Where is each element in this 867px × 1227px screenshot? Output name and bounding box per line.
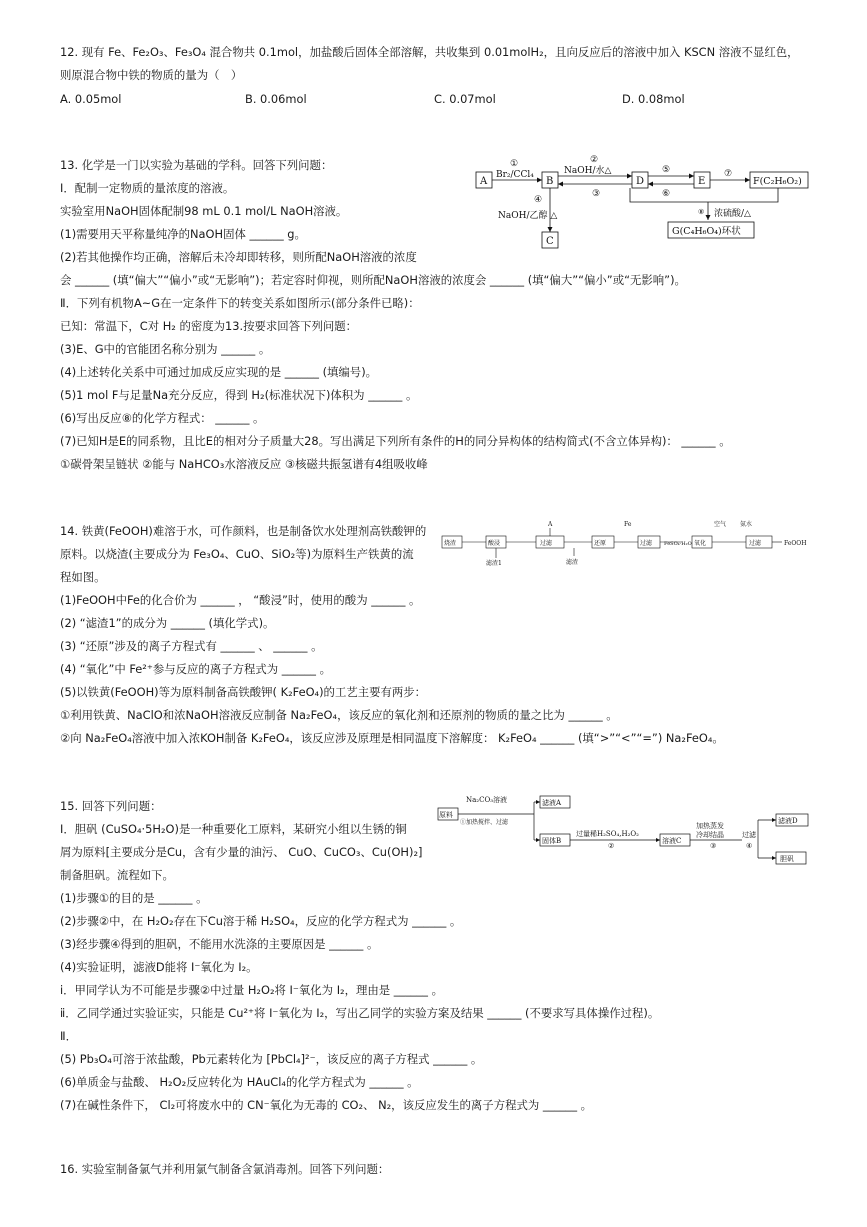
q15-line: (1)步骤①的目的是 ______ 。 [60,891,208,905]
q13-line: (5)1 mol F与足量Na充分反应，得到 H₂(标准状况下)体积为 ______ 。 [60,388,418,402]
q14-line: 14. 铁黄(FeOOH)难溶于水，可作颜料，也是制备饮水处理剂高铁酸钾的 [60,524,427,538]
q15-line: ⅰ．甲同学认为不可能是步骤②中过量 H₂O₂将 I⁻氧化为 I₂，理由是 ______ 。 [60,983,443,997]
svg-text:酸浸: 酸浸 [488,540,501,547]
q12-option-b: B. 0.06mol [245,92,307,106]
svg-text:A: A [548,521,553,528]
q15-line: 15. 回答下列问题： [60,799,162,813]
q15-line: 屑为原料[主要成分是Cu，含有少量的油污、 CuO、CuCO₃、Cu(OH)₂] [60,845,423,859]
svg-text:冷却结晶: 冷却结晶 [696,831,724,839]
svg-text:原料: 原料 [439,811,453,819]
svg-text:②: ② [590,155,599,165]
svg-text:NaOH/乙醇 △: NaOH/乙醇 △ [498,211,558,221]
svg-text:②: ② [608,842,615,850]
q14-line: 原料。以烧渣(主要成分为 Fe₃O₄、CuO、SiO₂等)为原料生产铁黄的流 [60,547,414,561]
svg-text:烧渣: 烧渣 [444,540,457,547]
q14-line: 程如图。 [60,570,106,584]
svg-text:NaOH/水△: NaOH/水△ [564,166,612,176]
q14-line: (1)FeOOH中Fe的化合价为 ______ ， “酸浸”时，使用的酸为 ______ 。 [60,593,421,607]
svg-text:⑧: ⑧ [698,208,705,216]
svg-text:①加热搅拌、过滤: ①加热搅拌、过滤 [460,819,509,826]
box-f-label: F(C₂H₆O₂) [753,176,802,187]
svg-text:④: ④ [746,842,753,850]
svg-text:溶液C: 溶液C [662,837,682,845]
q15-line: (6)单质金与盐酸、 H₂O₂反应转化为 HAuCl₄的化学方程式为 ______ 。 [60,1075,419,1089]
q13-line: (6)写出反应⑧的化学方程式： ______ 。 [60,411,265,425]
svg-text:FeSO₄·H₂O: FeSO₄·H₂O [664,541,692,547]
q13-line: Ⅰ．配制一定物质的量浓度的溶液。 [60,181,235,195]
svg-text:过滤: 过滤 [742,831,756,839]
svg-text:Br₂/CCl₄: Br₂/CCl₄ [496,170,534,180]
q12-option-a: A. 0.05mol [60,92,122,106]
q12-option-c: C. 0.07mol [434,92,496,106]
q12-stem-line1: 12. 现有 Fe、Fe₂O₃、Fe₃O₄ 混合物共 0.1mol，加盐酸后固体全部溶解，共收集到 0.01molH₂，且向反应后的溶液中加入 KSCN 溶液不显红色， [60,45,799,59]
q15-line: ⅱ．乙同学通过实验证实，只能是 Cu²⁺将 I⁻氧化为 I₂，写出乙同学的实验方案及结果 ______ (不要求写具体操作过程)。 [60,1006,660,1020]
q15-line: (3)经步骤④得到的胆矾，不能用水洗涤的主要原因是 ______ 。 [60,937,379,951]
q13-line: 13. 化学是一门以实验为基础的学科。回答下列问题： [60,158,333,172]
q14-process-flow [440,518,812,568]
svg-text:③: ③ [592,189,601,199]
q14-line: ①利用铁黄、NaClO和浓NaOH溶液反应制备 Na₂FeO₄，该反应的氧化剂和还原剂的物质的量之比为 ______ 。 [60,708,618,722]
q15-line: (4)实验证明，滤液D能将 I⁻氧化为 I₂。 [60,960,258,974]
box-a-label: A [480,176,488,187]
svg-text:③: ③ [710,842,717,850]
q13-line: (1)需要用天平称量纯净的NaOH固体 ______ g。 [60,227,306,241]
q14-line: (5)以铁黄(FeOOH)等为原料制备高铁酸钾( K₂FeO₄)的工艺主要有两步： [60,685,427,699]
svg-text:Fe: Fe [624,521,632,528]
svg-text:④: ④ [534,195,543,205]
svg-text:空气: 空气 [714,521,727,528]
q12-stem-line2: 则原混合物中铁的物质的量为（ ） [60,68,243,82]
q15-line: 制备胆矾。流程如下。 [60,868,174,882]
q15-line: (2)步骤②中，在 H₂O₂存在下Cu溶于稀 H₂SO₄，反应的化学方程式为 ______ 。 [60,914,462,928]
q13-reaction-diagram [472,150,817,250]
box-g-label: G(C₄H₆O₄)环状 [672,226,741,237]
svg-text:氧化: 氧化 [694,540,707,547]
svg-text:滤液A: 滤液A [542,799,562,807]
q14-line: ②向 Na₂FeO₄溶液中加入浓KOH制备 K₂FeO₄，该反应涉及原理是相同温度下溶解度： K₂FeO₄ ______ (填“>”“<”“=”) Na₂FeO₄。 [60,731,724,745]
q15-line: Ⅰ．胆矾 (CuSO₄·5H₂O)是一种重要化工原料，某研究小组以生锈的铜 [60,822,407,836]
svg-text:FeOOH: FeOOH [784,540,807,547]
svg-text:滤渣1: 滤渣1 [486,560,502,567]
svg-text:浓硫酸/△: 浓硫酸/△ [714,209,751,219]
q13-line: 会 ______ (填“偏大”“偏小”或“无影响”)；若定容时仰视，则所配NaOH溶液的浓度会 ______ (填“偏大”“偏小”或“无影响”)。 [60,273,686,287]
box-b-label: B [546,176,554,187]
svg-text:过量稀H₂SO₄,H₂O₂: 过量稀H₂SO₄,H₂O₂ [576,830,639,838]
svg-text:过滤: 过滤 [640,540,653,547]
svg-text:滤液D: 滤液D [778,817,798,825]
q13-line: Ⅱ．下列有机物A~G在一定条件下的转变关系如图所示(部分条件已略)： [60,296,420,310]
q16-line: 16. 实验室制备氯气并利用氯气制备含氯消毒剂。回答下列问题： [60,1162,390,1176]
q12-option-d: D. 0.08mol [622,92,685,106]
svg-text:固体B: 固体B [542,837,562,845]
svg-text:过滤: 过滤 [749,540,762,547]
q13-line: (2)若其他操作均正确，溶解后未冷却即转移，则所配NaOH溶液的浓度 [60,250,417,264]
q15-process-flow [436,790,812,872]
svg-text:Na₂CO₃溶液: Na₂CO₃溶液 [466,796,508,804]
q13-line: (7)已知H是E的同系物，且比E的相对分子质量大28。写出满足下列所有条件的H的同分异构体的结构简式(不含立体异构)： ______ 。 [60,434,731,448]
svg-text:滤渣: 滤渣 [566,559,579,566]
q15-line: Ⅱ． [60,1029,77,1043]
box-e-label: E [698,176,706,187]
q13-line: ①碳骨架呈链状 ②能与 NaHCO₃水溶液反应 ③核磁共振氢谱有4组吸收峰 [60,457,428,471]
svg-text:⑦: ⑦ [724,169,733,179]
svg-text:过滤: 过滤 [540,540,553,547]
svg-text:①: ① [510,159,519,169]
q13-line: (4)上述转化关系中可通过加成反应实现的是 ______ (填编号)。 [60,365,378,379]
q14-line: (2) “滤渣1”的成分为 ______ (填化学式)。 [60,616,275,630]
q14-line: (3) “还原”涉及的离子方程式有 ______ 、 ______ 。 [60,639,323,653]
svg-text:加热蒸发: 加热蒸发 [696,822,724,830]
q13-line: (3)E、G中的官能团名称分别为 ______ 。 [60,342,271,356]
svg-text:还原: 还原 [594,540,607,547]
svg-text:⑥: ⑥ [662,189,671,199]
svg-text:胆矾: 胆矾 [780,855,794,863]
q15-line: (7)在碱性条件下， Cl₂可将废水中的 CN⁻氧化为无毒的 CO₂、 N₂，该反应发生的离子方程式为 ______ 。 [60,1098,593,1112]
q13-line: 实验室用NaOH固体配制98 mL 0.1 mol/L NaOH溶液。 [60,204,348,218]
svg-text:⑤: ⑤ [662,165,671,175]
q15-line: (5) Pb₃O₄可溶于浓盐酸，Pb元素转化为 [PbCl₄]²⁻，该反应的离子方程式 ______ 。 [60,1052,483,1066]
box-d-label: D [636,176,645,187]
q14-line: (4) “氧化”中 Fe²⁺参与反应的离子方程式为 ______ 。 [60,662,331,676]
q13-line: 已知：常温下，C对 H₂ 的密度为13.按要求回答下列问题： [60,319,358,333]
svg-text:氨水: 氨水 [740,521,753,528]
box-c-label: C [546,236,554,247]
